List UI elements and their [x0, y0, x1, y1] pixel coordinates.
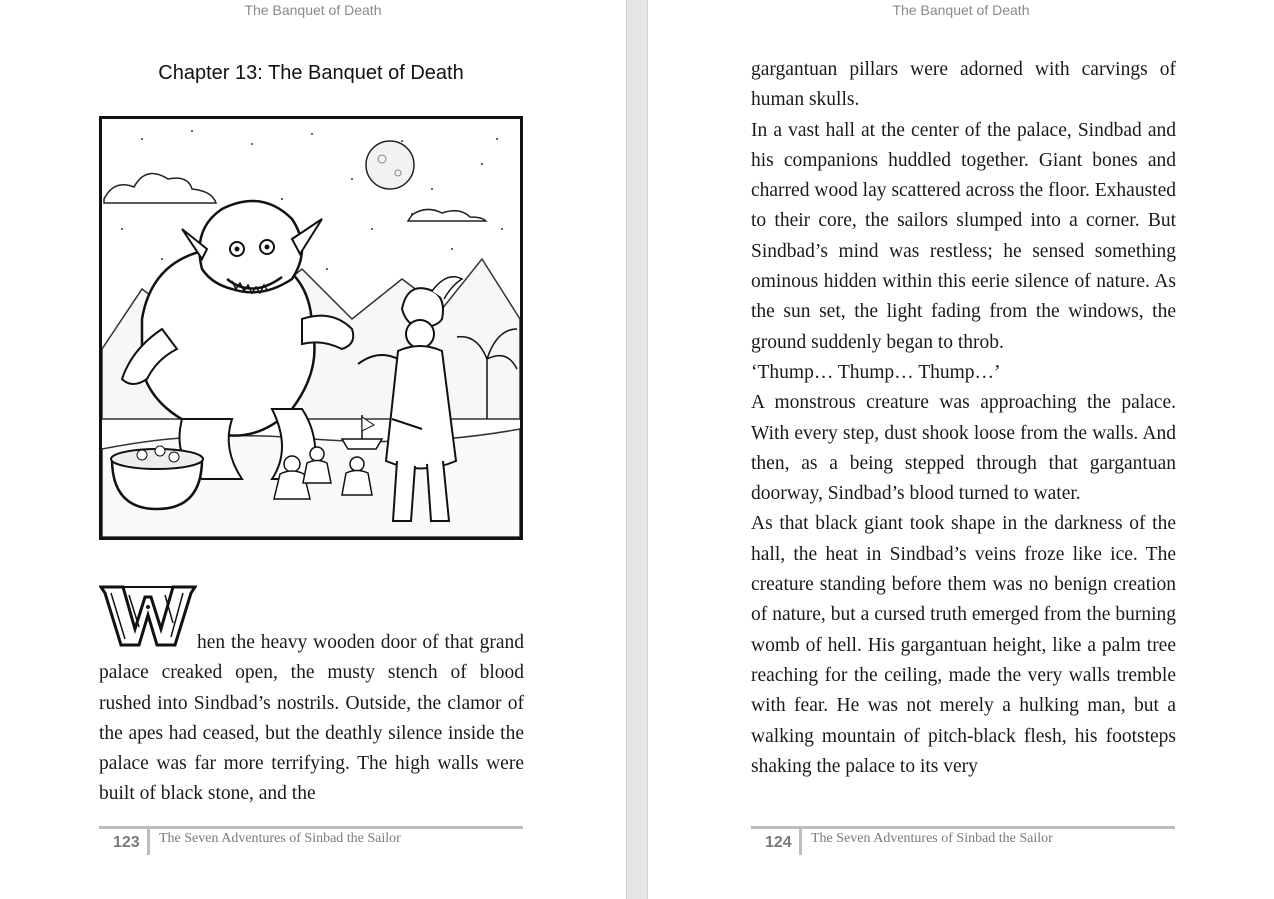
- page-gutter: [626, 0, 648, 899]
- drop-cap-w-icon: [99, 583, 197, 649]
- right-page: [648, 0, 1274, 899]
- paragraph: A monstrous creature was approaching the palace. With every step, dust shook loose from the walls. And then, as a being stepped through that gargantuan doorway, Sindbad’s blood turned to water.: [751, 392, 1176, 505]
- footer-divider: [147, 829, 150, 855]
- running-head: The Banquet of Death: [244, 2, 382, 18]
- body-text: [99, 583, 524, 809]
- book-title: The Seven Adventures of Sinbad the Sailor: [811, 831, 1053, 846]
- paragraph: gargantuan pillars were adorned with carvings of human skulls.: [751, 59, 1176, 111]
- drop-cap: [99, 583, 197, 649]
- opening-paragraph: hen the heavy wooden door of that grand palace creaked open, the musty stench of blood rushed into Sindbad’s nostrils. Outside, the clamor of the apes had ceased, but the deathly silence inside the palace was far more terrifying. The high walls were built of black stone, and the: [99, 632, 524, 805]
- page-footer: [751, 826, 1175, 857]
- chapter-title: Chapter 13: The Banquet of Death: [158, 62, 464, 84]
- ogre-and-sindbad-illustration: [102, 119, 520, 537]
- book-title: The Seven Adventures of Sinbad the Sailor: [159, 831, 401, 846]
- page-number: 123: [113, 834, 140, 851]
- paragraph: As that black giant took shape in the darkness of the hall, the heat in Sindbad’s veins froze like ice. The creature standing before them was no benign creation of nature, but a cursed truth emerged from the burning womb of hell. His gargantuan height, like a palm tree reaching for the ceiling, made the very walls tremble with fear. He was not merely a hulking man, but a walking mountain of pitch-black flesh, his footsteps shaking the palace to its very: [751, 513, 1176, 777]
- body-text: [751, 55, 1176, 815]
- paragraph: ‘Thump… Thump… Thump…’: [751, 361, 1001, 383]
- chapter-illustration: [99, 116, 523, 540]
- footer-divider: [799, 829, 802, 855]
- page-number: 124: [765, 834, 792, 851]
- running-head: The Banquet of Death: [892, 2, 1030, 18]
- page-footer: [99, 826, 523, 857]
- left-page: [0, 0, 626, 899]
- paragraph: In a vast hall at the center of the palace, Sindbad and his companions huddled together. Giant bones and charred wood lay scattered across the floor. Exhausted to their core, the sailors slumped into a corner. But Sindbad’s mind was restless; he sensed something ominous hidden within this eerie silence of nature. As the sun set, the light fading from the windows, the ground suddenly began to throb.: [751, 119, 1176, 353]
